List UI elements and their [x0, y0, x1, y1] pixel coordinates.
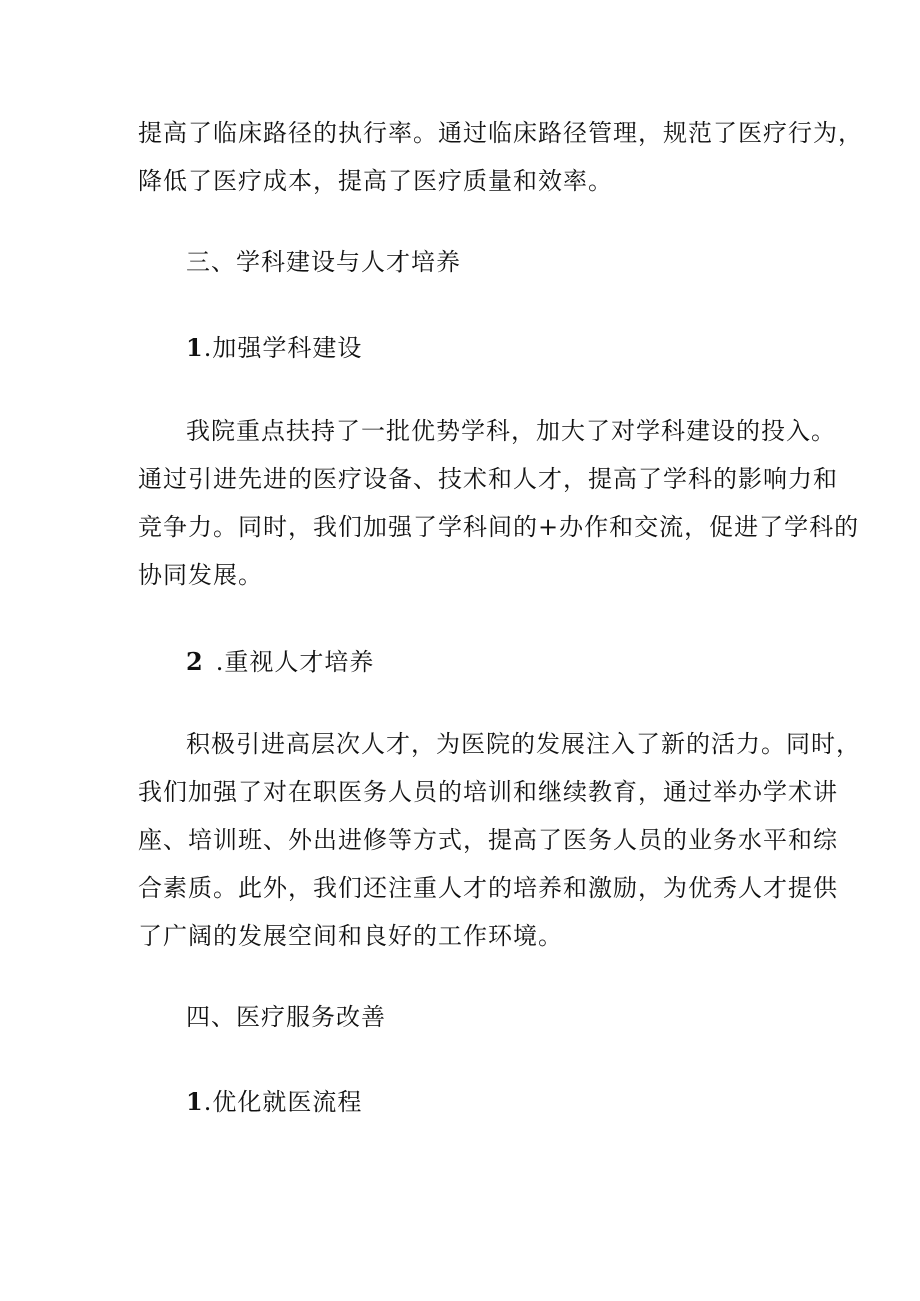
subheading-strengthen-disciplines — [0, 331, 920, 365]
talent-paragraph-line-5: 了广阔的发展空间和良好的工作环境。 — [138, 922, 563, 950]
discipline-paragraph-line-4: 协同发展。 — [138, 561, 263, 589]
subheading-number: 1 — [186, 1087, 204, 1116]
section-heading-3: 三、学科建设与人才培养 — [186, 248, 461, 276]
discipline-paragraph-line-2: 通过引进先进的医疗设备、技术和人才，提高了学科的影响力和 — [138, 465, 838, 493]
subheading-optimize-process — [0, 1085, 920, 1119]
subheading-number: 1 — [186, 333, 204, 362]
subheading-title: .优化就医流程 — [203, 1088, 363, 1116]
subheading-talent-cultivation — [0, 645, 920, 679]
subheading-title: .加强学科建设 — [203, 334, 363, 362]
talent-paragraph-line-4: 合素质。此外，我们还注重人才的培养和激励，为优秀人才提供 — [138, 874, 838, 902]
intro-paragraph-line-2: 降低了医疗成本，提高了医疗质量和效率。 — [138, 167, 613, 195]
discipline-paragraph-line-1: 我院重点扶持了一批优势学科，加大了对学科建设的投入。 — [186, 417, 836, 445]
subheading-number: 2 — [186, 647, 204, 676]
talent-paragraph-line-3: 座、培训班、外出进修等方式，提高了医务人员的业务水平和综 — [138, 826, 838, 854]
intro-paragraph-line-1: 提高了临床路径的执行率。通过临床路径管理，规范了医疗行为， — [138, 119, 863, 147]
subheading-title: .重视人才培养 — [215, 648, 375, 676]
talent-paragraph-line-1: 积极引进高层次人才，为医院的发展注入了新的活力。同时， — [186, 730, 861, 758]
section-heading-4: 四、医疗服务改善 — [186, 1003, 386, 1031]
talent-paragraph-line-2: 我们加强了对在职医务人员的培训和继续教育，通过举办学术讲 — [138, 778, 838, 806]
discipline-paragraph-line-3: 竞争力。同时，我们加强了学科间的+办作和交流，促进了学科的 — [138, 513, 860, 541]
